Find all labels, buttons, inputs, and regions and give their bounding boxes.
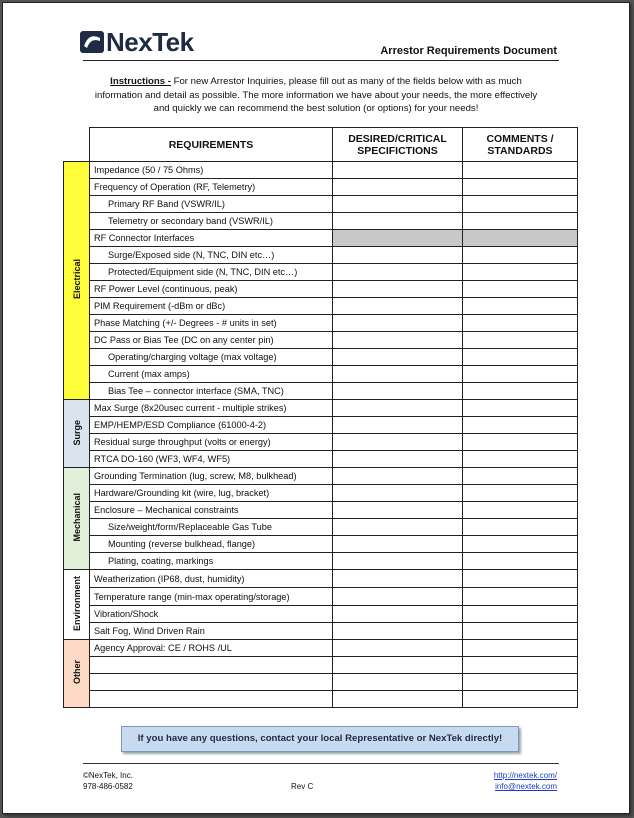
requirement-cell: Telemetry or secondary band (VSWR/IL) xyxy=(90,213,333,230)
footer-links xyxy=(494,770,557,792)
table-row xyxy=(64,264,578,281)
specification-input-cell[interactable] xyxy=(333,434,463,451)
table-row xyxy=(64,451,578,468)
requirement-cell: EMP/HEMP/ESD Compliance (61000-4-2) xyxy=(90,417,333,434)
footer-divider xyxy=(83,763,559,764)
requirements-body xyxy=(64,162,578,708)
table-row xyxy=(64,623,578,640)
specification-input-cell[interactable] xyxy=(333,383,463,400)
comments-input-cell[interactable] xyxy=(463,502,578,519)
specification-input-cell[interactable] xyxy=(333,162,463,179)
specification-input-cell[interactable] xyxy=(333,281,463,298)
requirements-table xyxy=(63,127,578,708)
table-row xyxy=(64,519,578,536)
header-blank-cell xyxy=(64,128,90,162)
table-row xyxy=(64,196,578,213)
specification-input-cell[interactable] xyxy=(333,196,463,213)
requirement-cell: Surge/Exposed side (N, TNC, DIN etc…) xyxy=(90,247,333,264)
footer-company-info xyxy=(83,770,133,792)
comments-input-cell[interactable] xyxy=(463,640,578,657)
header-requirements: REQUIREMENTS xyxy=(90,128,333,162)
requirement-cell: Salt Fog, Wind Driven Rain xyxy=(90,623,333,640)
requirement-cell: Frequency of Operation (RF, Telemetry) xyxy=(90,179,333,196)
requirement-cell: Bias Tee – connector interface (SMA, TNC) xyxy=(90,383,333,400)
comments-input-cell[interactable] xyxy=(463,417,578,434)
specification-input-cell[interactable] xyxy=(333,230,463,247)
specification-input-cell[interactable] xyxy=(333,298,463,315)
requirement-cell xyxy=(90,674,333,691)
requirement-cell: DC Pass or Bias Tee (DC on any center pin) xyxy=(90,332,333,349)
specification-input-cell[interactable] xyxy=(333,332,463,349)
table-row xyxy=(64,298,578,315)
footer-revision: Rev C xyxy=(291,782,314,791)
specification-input-cell[interactable] xyxy=(333,553,463,570)
category-label: Other xyxy=(71,660,82,685)
table-row xyxy=(64,570,578,588)
requirement-cell: Operating/charging voltage (max voltage) xyxy=(90,349,333,366)
specification-input-cell[interactable] xyxy=(333,485,463,502)
footer-company: ©NexTek, Inc. xyxy=(83,771,133,780)
website-link[interactable]: http://nextek.com/ xyxy=(493,771,557,780)
requirement-cell: Vibration/Shock xyxy=(90,606,333,623)
table-row xyxy=(64,536,578,553)
comments-input-cell[interactable] xyxy=(463,162,578,179)
comments-input-cell[interactable] xyxy=(463,400,578,417)
comments-input-cell[interactable] xyxy=(463,315,578,332)
instructions-label: Instructions - xyxy=(110,76,171,87)
table-row xyxy=(64,383,578,400)
requirement-cell: RTCA DO-160 (WF3, WF4, WF5) xyxy=(90,451,333,468)
category-cell-surge xyxy=(64,400,90,468)
specification-input-cell[interactable] xyxy=(333,657,463,674)
document-title: Arrestor Requirements Document xyxy=(380,45,557,57)
comments-input-cell[interactable] xyxy=(463,332,578,349)
header-comments-standards: COMMENTS / STANDARDS xyxy=(463,128,578,162)
specification-input-cell[interactable] xyxy=(333,451,463,468)
header-desired-specifications: DESIRED/CRITICAL SPECIFICTIONS xyxy=(333,128,463,162)
specification-input-cell[interactable] xyxy=(333,349,463,366)
table-row xyxy=(64,553,578,570)
comments-input-cell[interactable] xyxy=(463,247,578,264)
comments-input-cell[interactable] xyxy=(463,298,578,315)
requirement-cell: Grounding Termination (lug, screw, M8, bulkhead) xyxy=(90,468,333,485)
specification-input-cell[interactable] xyxy=(333,417,463,434)
requirement-cell: Weatherization (IP68, dust, humidity) xyxy=(90,570,333,588)
instructions-text: For new Arrestor Inquiries, please fill out as many of the fields below with as much information and detail as possible. The more information we have about your needs, the more effectively and quickly we can recommend the best solution (or options) for your needs! xyxy=(94,76,538,114)
comments-input-cell[interactable] xyxy=(463,691,578,708)
specification-input-cell[interactable] xyxy=(333,366,463,383)
requirement-cell: Protected/Equipment side (N, TNC, DIN etc…) xyxy=(90,264,333,281)
comments-input-cell[interactable] xyxy=(463,383,578,400)
comments-input-cell[interactable] xyxy=(463,434,578,451)
requirement-cell: Residual surge throughput (volts or energy) xyxy=(90,434,333,451)
table-row xyxy=(64,588,578,606)
comments-input-cell[interactable] xyxy=(463,623,578,640)
comments-input-cell[interactable] xyxy=(463,519,578,536)
comments-input-cell[interactable] xyxy=(463,366,578,383)
table-row xyxy=(64,434,578,451)
table-row xyxy=(64,468,578,485)
table-row xyxy=(64,417,578,434)
category-cell-environment xyxy=(64,570,90,640)
specification-input-cell[interactable] xyxy=(333,519,463,536)
table-row xyxy=(64,179,578,196)
comments-input-cell[interactable] xyxy=(463,606,578,623)
document-page xyxy=(2,2,630,814)
requirement-cell: Plating, coating, markings xyxy=(90,553,333,570)
logo-mark-icon xyxy=(80,31,104,53)
comments-input-cell[interactable] xyxy=(463,451,578,468)
requirement-cell: Temperature range (min-max operating/storage) xyxy=(90,588,333,606)
comments-input-cell[interactable] xyxy=(463,536,578,553)
specification-input-cell[interactable] xyxy=(333,502,463,519)
requirement-cell: PIM Requirement (-dBm or dBc) xyxy=(90,298,333,315)
contact-banner: If you have any questions, contact your local Representative or NexTek directly! xyxy=(121,726,519,752)
requirement-cell: Phase Matching (+/- Degrees - # units in set) xyxy=(90,315,333,332)
comments-input-cell[interactable] xyxy=(463,349,578,366)
category-label: Mechanical xyxy=(71,493,82,542)
comments-input-cell[interactable] xyxy=(463,213,578,230)
comments-input-cell[interactable] xyxy=(463,674,578,691)
requirement-cell xyxy=(90,657,333,674)
specification-input-cell[interactable] xyxy=(333,536,463,553)
category-cell-mechanical xyxy=(64,468,90,570)
specification-input-cell[interactable] xyxy=(333,213,463,230)
requirement-cell xyxy=(90,691,333,708)
specification-input-cell[interactable] xyxy=(333,623,463,640)
table-row xyxy=(64,502,578,519)
table-row xyxy=(64,332,578,349)
table-row xyxy=(64,213,578,230)
requirement-cell: Agency Approval: CE / ROHS /UL xyxy=(90,640,333,657)
requirement-cell: Primary RF Band (VSWR/IL) xyxy=(90,196,333,213)
category-label: Electrical xyxy=(71,259,82,300)
specification-input-cell[interactable] xyxy=(333,468,463,485)
requirement-cell: RF Connector Interfaces xyxy=(90,230,333,247)
requirement-cell: Current (max amps) xyxy=(90,366,333,383)
specification-input-cell[interactable] xyxy=(333,588,463,606)
table-row xyxy=(64,400,578,417)
requirement-cell: RF Power Level (continuous, peak) xyxy=(90,281,333,298)
category-label: Surge xyxy=(71,419,82,446)
header-divider xyxy=(83,60,559,61)
table-row xyxy=(64,691,578,708)
category-cell-other xyxy=(64,640,90,708)
table-row xyxy=(64,247,578,264)
nextek-logo xyxy=(80,27,194,57)
specification-input-cell[interactable] xyxy=(333,247,463,264)
specification-input-cell[interactable] xyxy=(333,400,463,417)
email-link[interactable]: info@nextek.com xyxy=(495,782,557,791)
specification-input-cell[interactable] xyxy=(333,640,463,657)
specification-input-cell[interactable] xyxy=(333,691,463,708)
table-row xyxy=(64,349,578,366)
comments-input-cell[interactable] xyxy=(463,230,578,247)
requirement-cell: Enclosure – Mechanical constraints xyxy=(90,502,333,519)
category-label: Environment xyxy=(71,575,82,631)
comments-input-cell[interactable] xyxy=(463,588,578,606)
table-row xyxy=(64,281,578,298)
table-row xyxy=(64,366,578,383)
comments-input-cell[interactable] xyxy=(463,553,578,570)
category-cell-electrical xyxy=(64,162,90,400)
comments-input-cell[interactable] xyxy=(463,570,578,588)
specification-input-cell[interactable] xyxy=(333,606,463,623)
instructions-paragraph xyxy=(91,75,541,116)
table-row xyxy=(64,640,578,657)
table-row xyxy=(64,485,578,502)
table-row xyxy=(64,162,578,179)
requirement-cell: Impedance (50 / 75 Ohms) xyxy=(90,162,333,179)
comments-input-cell[interactable] xyxy=(463,264,578,281)
comments-input-cell[interactable] xyxy=(463,485,578,502)
table-row xyxy=(64,606,578,623)
comments-input-cell[interactable] xyxy=(463,179,578,196)
comments-input-cell[interactable] xyxy=(463,196,578,213)
table-row xyxy=(64,230,578,247)
comments-input-cell[interactable] xyxy=(463,281,578,298)
specification-input-cell[interactable] xyxy=(333,179,463,196)
comments-input-cell[interactable] xyxy=(463,468,578,485)
requirement-cell: Size/weight/form/Replaceable Gas Tube xyxy=(90,519,333,536)
table-row xyxy=(64,657,578,674)
specification-input-cell[interactable] xyxy=(333,264,463,281)
specification-input-cell[interactable] xyxy=(333,315,463,332)
requirement-cell: Max Surge (8x20usec current - multiple strikes) xyxy=(90,400,333,417)
specification-input-cell[interactable] xyxy=(333,674,463,691)
specification-input-cell[interactable] xyxy=(333,570,463,588)
logo-text: NexTek xyxy=(106,26,194,57)
comments-input-cell[interactable] xyxy=(463,657,578,674)
table-row xyxy=(64,315,578,332)
table-row xyxy=(64,674,578,691)
requirement-cell: Mounting (reverse bulkhead, flange) xyxy=(90,536,333,553)
footer-phone: 978-486-0582 xyxy=(83,782,133,791)
requirement-cell: Hardware/Grounding kit (wire, lug, bracket) xyxy=(90,485,333,502)
